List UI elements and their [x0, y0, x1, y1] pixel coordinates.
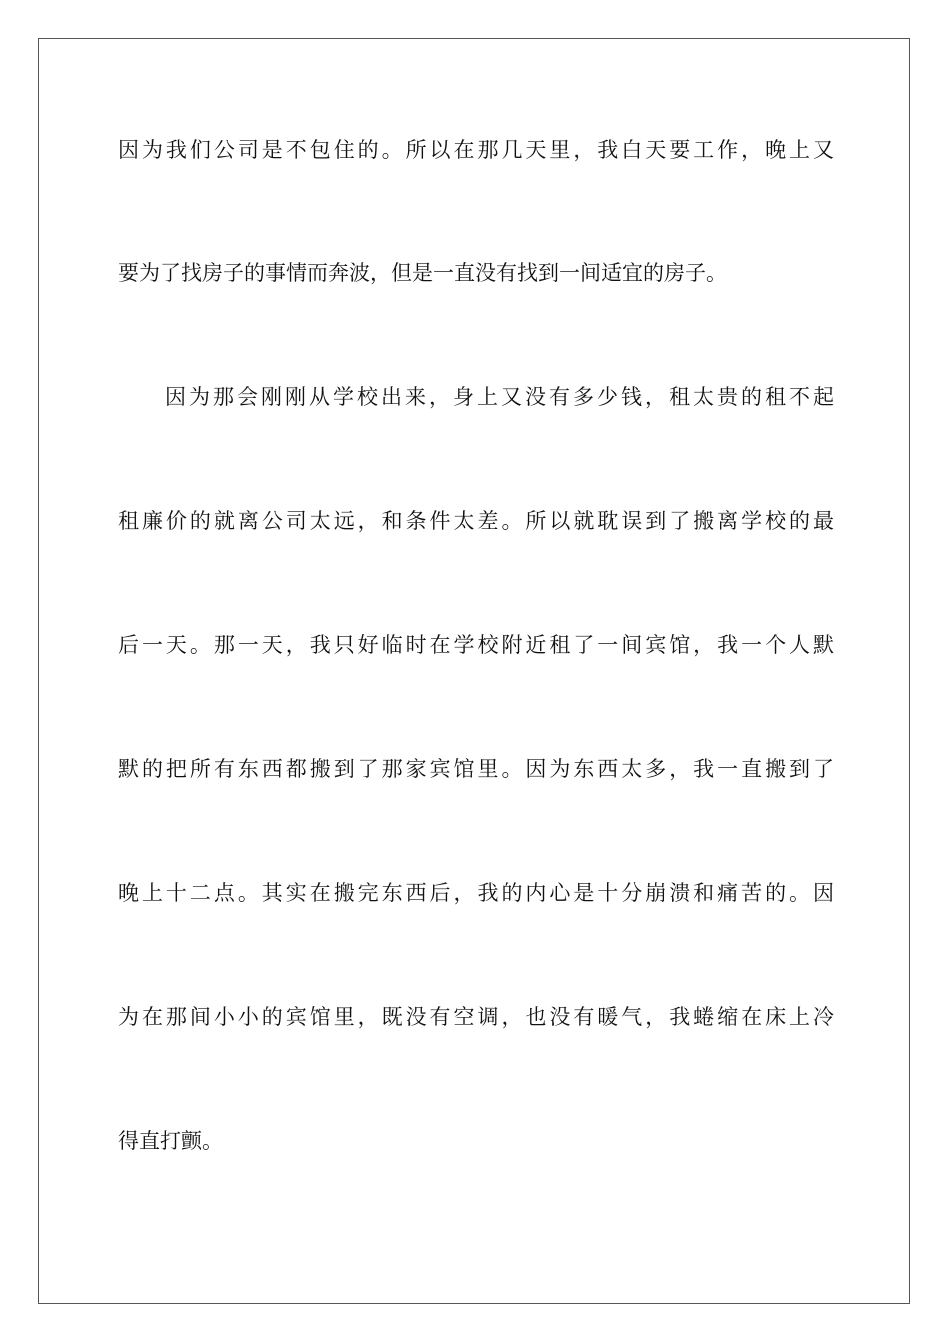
- text-line: 后一天。那一天，我只好临时在学校附近租了一间宾馆，我一个人默: [118, 633, 834, 657]
- text-line: 为在那间小小的宾馆里，既没有空调，也没有暖气，我蜷缩在床上冷: [118, 1005, 834, 1029]
- text-line: 默的把所有东西都搬到了那家宾馆里。因为东西太多，我一直搬到了: [118, 757, 834, 781]
- text-line: 要为了找房子的事情而奔波，但是一直没有找到一间适宜的房子。: [118, 261, 727, 285]
- text-line: 因为那会刚刚从学校出来，身上又没有多少钱，租太贵的租不起: [165, 385, 834, 409]
- page-border: [38, 38, 910, 1304]
- text-line: 晚上十二点。其实在搬完东西后，我的内心是十分崩溃和痛苦的。因: [118, 881, 834, 905]
- text-line: 租廉价的就离公司太远，和条件太差。所以就耽误到了搬离学校的最: [118, 509, 834, 533]
- text-line: 因为我们公司是不包住的。所以在那几天里，我白天要工作，晚上又: [118, 138, 834, 162]
- text-line: 得直打颤。: [118, 1129, 223, 1153]
